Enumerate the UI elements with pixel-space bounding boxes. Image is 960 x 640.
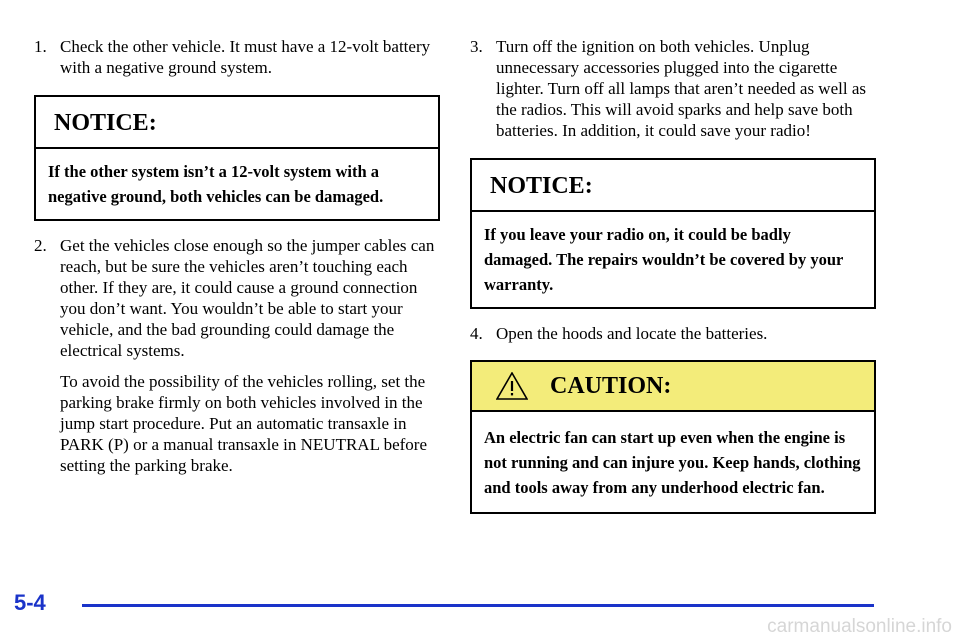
notice-title: NOTICE: <box>472 160 874 212</box>
page-number: 5-4 <box>14 590 46 615</box>
step-2 <box>34 235 440 361</box>
notice-body: If you leave your radio on, it could be badly damaged. The repairs wouldn’t be covered by your warranty. <box>484 225 844 294</box>
left-column <box>34 36 440 476</box>
step-text: Check the other vehicle. It must have a 12-volt battery with a negative ground system. <box>60 37 431 77</box>
step-text: Open the hoods and locate the batteries. <box>496 324 768 343</box>
notice-box <box>470 158 876 309</box>
step-text: Get the vehicles close enough so the jumper cables can reach, but be sure the vehicles aren’t touching each other. If they are, it could cause a ground connection you don’t want. You wouldn’t be able to start your vehicle, and the bad grounding could damage the electrical systems. <box>60 236 435 360</box>
step-number: 1. <box>34 37 47 56</box>
notice-title: NOTICE: <box>36 97 438 149</box>
step-3 <box>470 36 876 141</box>
warning-triangle-icon <box>496 372 528 400</box>
caution-body: An electric fan can start up even when the engine is not running and can injure you. Keep hands, clothing and tools away from any underhood electric fan. <box>484 428 861 497</box>
step-text: Turn off the ignition on both vehicles. Unplug unnecessary accessories plugged into the cigarette lighter. Turn off all lamps that aren’t needed as well as the radios. This will avoid sparks and help save both batteries. In addition, it could save your radio! <box>496 37 866 140</box>
watermark: carmanualsonline.info <box>767 616 952 637</box>
right-column <box>470 36 876 514</box>
step-number: 4. <box>470 324 483 343</box>
notice-body: If the other system isn’t a 12-volt system with a negative ground, both vehicles can be damaged. <box>48 162 384 206</box>
step-2-paragraph: To avoid the possibility of the vehicles rolling, set the parking brake firmly on both vehicles involved in the jump start procedure. Put an automatic transaxle in PARK (P) or a manual transaxle in NEUTRAL before setting the parking brake. <box>60 372 427 475</box>
caution-header <box>472 362 874 412</box>
caution-box <box>470 360 876 514</box>
step-number: 2. <box>34 236 47 255</box>
step-4 <box>470 323 876 344</box>
caution-title: CAUTION: <box>550 373 672 399</box>
step-1 <box>34 36 440 78</box>
notice-box <box>34 95 440 221</box>
step-number: 3. <box>470 37 483 56</box>
footer-divider <box>82 604 874 607</box>
